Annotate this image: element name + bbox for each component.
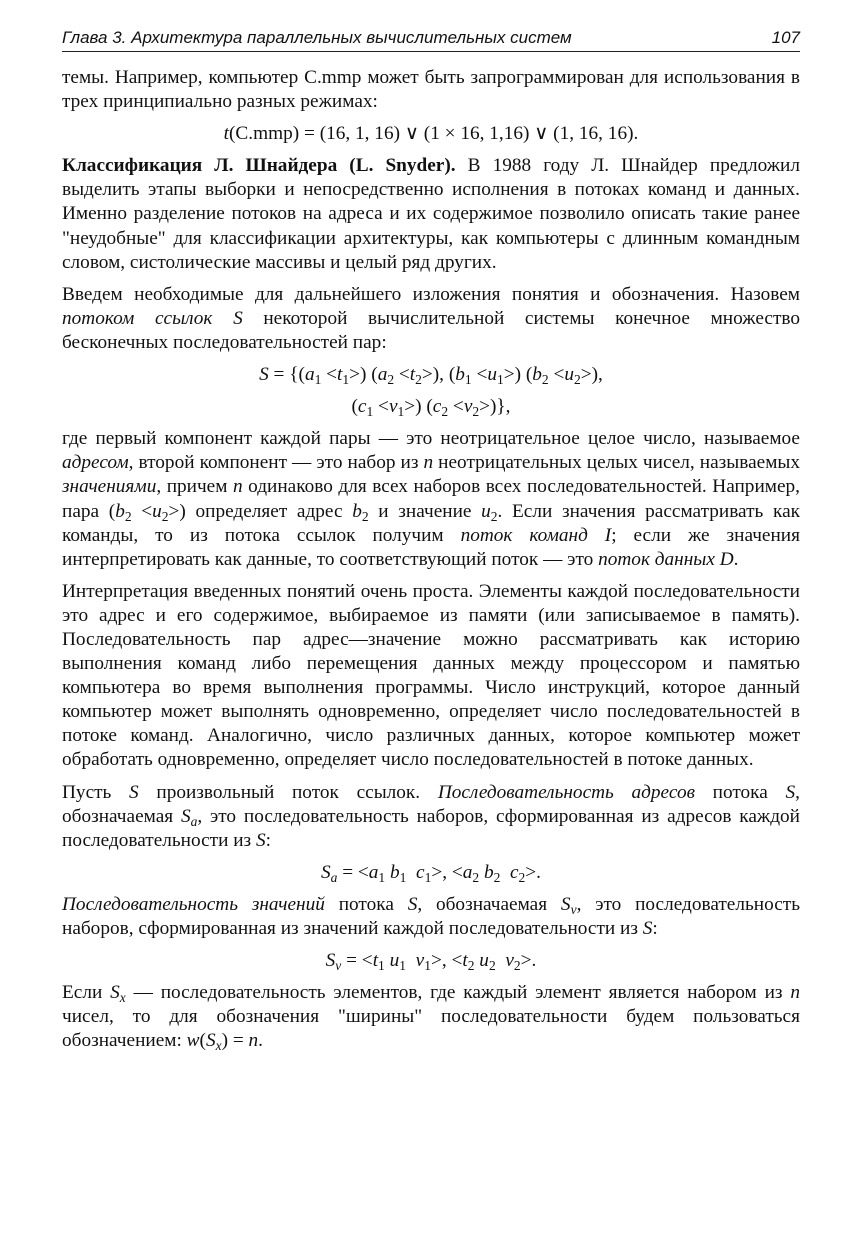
formula-cmmp: [62, 122, 800, 146]
paragraph-address-sequence: Пусть S произвольный поток ссылок. Последовательность адресов потока S, обозначаемая $S_a$, это последовательность наборов, сформированная из адресов каждой последовательности из S:: [62, 781, 800, 851]
text-run: .: [258, 1030, 263, 1052]
text-run: чисел, то для обозначения "ширины" последовательности будем пользоваться обозначением:: [62, 1006, 800, 1052]
text-run: и значение: [368, 500, 482, 522]
term-data-stream: поток данных D: [598, 548, 734, 570]
text-run: .: [733, 548, 739, 570]
text-run: потока: [324, 893, 408, 915]
text-run: :: [652, 918, 658, 939]
var-n: n: [232, 476, 243, 498]
formula-s-line1: $S = \{(a_1 <t_1>)$ $(a_2 <t_2>)$, $(b_1 <u_1>)$ $(b_2 <u_2>)$,: [259, 364, 603, 387]
text-run: где первый компонент каждой пары — это неотрицательное целое число, называемое: [62, 428, 800, 450]
formula-s-line2: $(c_1 <v_1>)$ $(c_2 <v_2>)$},: [351, 396, 511, 419]
text-run: , причем: [156, 476, 233, 498]
paragraph-width: Если $S_x$ — последовательность элементов, где каждый элемент является набором из n чисел, то для обозначения "ширины" последовательности будем пользоваться обозначением: $w(S_x) = n$.: [62, 982, 800, 1054]
text-run: . Если значения рассматривать как команды, то из потока ссылок получим: [62, 500, 801, 546]
formula-sv: $S_v = <t_1$ $u_1$ $v_1>$, $<t_2$ $u_2$ $v_2>$.: [325, 950, 537, 973]
text-run: :: [265, 829, 271, 851]
book-page: [62, 28, 800, 1061]
formula-rest: (C.mmp) = (16, 1, 16) ∨ (1 × 16, 1,16) ∨ (1, 16, 16).: [229, 123, 639, 145]
text-run: , обозначаемая: [417, 893, 561, 915]
running-header: [62, 28, 800, 52]
snyder-heading: Классификация Л. Шнайдера (L. Snyder).: [62, 155, 456, 177]
text-run: , это последовательность наборов, сформированная из адресов каждой последовательности из: [62, 805, 800, 851]
term-address: адресом: [62, 452, 129, 474]
page-number: 107: [771, 28, 800, 47]
var-s: S: [642, 918, 653, 939]
formula-sa: $S_a = <a_1$ $b_1$ $c_1>$, $<a_2$ $b_2$ $c_2>$.: [321, 861, 541, 885]
snyder-text: В 1988 году Л. Шнайдер предложил выделить этапы выборки и непосредственно исполнения в потоках команд и данных. Именно разделение потоков на адреса и их содержимое позволило описать такие ранее "неудобные" для классификации архитектуры, как компьютеры с длинным командным словом, систолические массивы и целый ряд других.: [62, 155, 800, 273]
page-body: [62, 66, 800, 1053]
text-run: неотрицательных целых чисел, называемых: [433, 452, 800, 474]
text-run: Введем необходимые для дальнейшего изложения понятия и обозначения. Назовем: [62, 283, 800, 305]
term-address-sequence: Последовательность адресов: [437, 781, 695, 803]
var-s: S: [256, 829, 266, 851]
paragraph-definitions: [62, 283, 800, 355]
var-s: S: [129, 781, 139, 803]
text-run: , это последовательность наборов, сформированная из значений каждой последовательности из: [62, 893, 801, 939]
paragraph-1: темы. Например, компьютер C.mmp может быть запрограммирован для использования в трех принципиально разных режимах:: [62, 67, 800, 113]
term-instruction-stream: поток команд I: [460, 524, 612, 546]
paragraph-pairs: где первый компонент каждой пары — это неотрицательное целое число, называемое адресом, второй компонент — это набор из n неотрицательных целых чисел, называемых значениями, причем n одинаково для всех наборов всех последовательностей. Например, пара $(b_2 <u_2>)$ определяет адрес $b_2$ и значение $u_2$. Если значения рассматривать как команды, то из потока ссылок получим поток команд I; если же значения интерпретировать как данные, то соответствующий поток — это поток данных D.: [62, 428, 801, 570]
text-run: Если: [62, 982, 111, 1004]
text-run: — последовательность элементов, где каждый элемент является набором из: [125, 982, 791, 1004]
term-value-sequence: Последовательность значений: [62, 893, 325, 915]
var-s: S: [407, 893, 418, 915]
term-reference-stream: потоком ссылок S: [62, 307, 243, 329]
term-values: значениями: [62, 476, 157, 498]
chapter-title: Глава 3. Архитектура параллельных вычислительных систем: [62, 28, 572, 47]
var-n: n: [423, 452, 434, 474]
text-run: некоторой вычислительной системы конечное множество бесконечных последовательностей пар:: [62, 307, 800, 353]
text-run: Пусть: [62, 781, 130, 803]
text-run: потока: [694, 781, 786, 803]
paragraph-value-sequence: Последовательность значений потока S, обозначаемая $S_v$, это последовательность наборов, сформированная из значений каждой последовательности из S:: [62, 893, 801, 939]
text-run: , обозначаемая: [62, 781, 800, 827]
var-n: n: [790, 982, 800, 1004]
text-run: произвольный поток ссылок.: [138, 781, 438, 803]
text-run: одинаково для всех наборов всех последовательностей. Например, пара (: [62, 476, 800, 522]
text-run: ; если же значения интерпретировать как данные, то соответствующий поток — это: [62, 524, 800, 570]
formula-t: t: [223, 123, 230, 145]
text-run: , второй компонент — это набор из: [128, 452, 424, 474]
paragraph-interpretation: Интерпретация введенных понятий очень проста. Элементы каждой последовательности это адрес и его содержимое, выбираемое из памяти (или записываемое в память). Последовательность пар адрес—значение можно рассматривать как историю выполнения команд либо перемещения данных между процессором и памятью компьютера во время выполнения программы. Число инструкций, которое данный компьютер может выполнять одновременно, определяет число последовательностей в потоке команд. Аналогично, число различных данных, которое компьютер может обработать одновременно, определяет число последовательностей в потоке данных.: [62, 580, 800, 771]
paragraph-snyder: [62, 154, 800, 274]
text-run: ) определяет адрес: [179, 500, 353, 522]
var-s: S: [785, 781, 796, 803]
